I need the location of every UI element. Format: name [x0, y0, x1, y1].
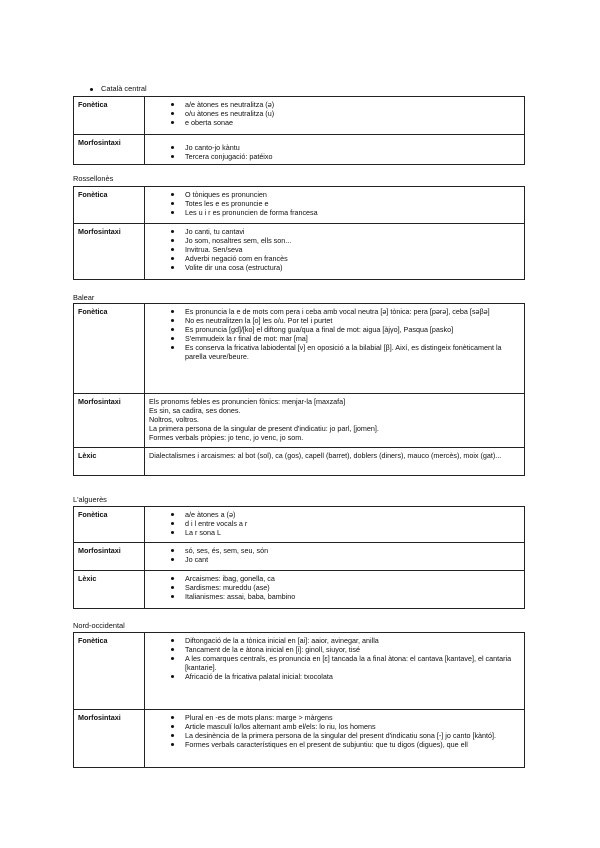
list-item: o/u àtones es neutralitza (u) — [149, 109, 520, 118]
row-content — [145, 187, 525, 224]
row-content — [145, 224, 525, 280]
list-item: Plural en -es de mots plans: marge > màrgens — [149, 713, 520, 722]
list-item: Formes verbals característiques en el present de subjuntiu: que tu digos (digues), que ell — [149, 740, 520, 749]
text-line: Els pronoms febles es pronuncien fònics: menjar-la [maxzafa] — [149, 397, 346, 406]
list-item: Article masculí lo/los alternant amb el/els: lo riu, los homens — [149, 722, 520, 731]
table-rossellones — [73, 186, 525, 280]
list-item: só, ses, és, sem, seu, són — [149, 546, 520, 555]
list-item: Es pronuncia [gd]/[ko] el diftong gua/qua a final de mot: aigua [àjγo], Pasqua [pasko] — [149, 325, 520, 334]
text-line: Es sin, sa cadira, ses dones. — [149, 406, 241, 415]
table-row — [74, 97, 525, 135]
row-content — [145, 304, 525, 394]
list-item: La r sona L — [149, 528, 520, 537]
row-content — [145, 633, 525, 710]
list-item: Jo canto-jo kàntu — [149, 143, 520, 152]
list-item: Adverbi negació com en francès — [149, 254, 520, 263]
list-item: Invitrua. Sen/seva — [149, 245, 520, 254]
section-heading: Rossellonès — [73, 174, 114, 183]
list-item: a/e àtones a (ə) — [149, 510, 520, 519]
text-line: La primera persona de la singular de present d'indicatiu: jo parl, [jomen]. — [149, 424, 379, 433]
row-content — [145, 543, 525, 571]
list-item: La desinència de la primera persona de la singular del present d'indicatiu sona [-] jo canto [kàntó]. — [149, 731, 520, 740]
list-item: Tercera conjugació: patéixo — [149, 152, 520, 161]
list-item: e oberta sonae — [149, 118, 520, 127]
list-item: Jo cant — [149, 555, 520, 564]
table-row — [74, 394, 525, 448]
section-heading: Nord-occidental — [73, 621, 125, 630]
row-content — [145, 710, 525, 768]
list-item: a/e àtones es neutralitza (ə) — [149, 100, 520, 109]
table-nord-occidental — [73, 632, 525, 768]
intro-bullet-text: Català central — [101, 84, 147, 93]
section-heading: Balear — [73, 293, 95, 302]
table-row — [74, 448, 525, 476]
list-item: Sardismes: mureddu (ase) — [149, 583, 520, 592]
list-item: Diftongació de la a tònica inicial en [ai]: aaior, avinegar, anilla — [149, 636, 520, 645]
list-item: Les u i r es pronuncien de forma francesa — [149, 208, 520, 217]
list-item: Jo som, nosaltres sem, ells son... — [149, 236, 520, 245]
table-row — [74, 135, 525, 165]
list-item: O tòniques es pronuncien — [149, 190, 520, 199]
table-row — [74, 633, 525, 710]
row-label: Morfosintaxi — [74, 543, 145, 571]
row-content — [145, 135, 525, 165]
row-content — [145, 571, 525, 609]
list-item: Volite dir una cosa (estructura) — [149, 263, 520, 272]
list-item: Totes les e es pronuncie e — [149, 199, 520, 208]
list-item: Es pronuncia la e de mots com pera i ceba amb vocal neutra [ə] tònica: pera [pərə], ceba [səβə] — [149, 307, 520, 316]
list-item: Es conserva la fricativa labiodental [v] en oposició a la bilabial [β]. Així, es distingeix fonèticament la parella veure/beure. — [149, 343, 520, 361]
row-label: Lèxic — [74, 448, 145, 476]
list-item: Jo canti, tu cantavi — [149, 227, 520, 236]
row-content — [145, 394, 525, 448]
row-content — [145, 507, 525, 543]
section-heading: L'alguerès — [73, 495, 107, 504]
table-row — [74, 187, 525, 224]
table-row — [74, 304, 525, 394]
list-item: Tancament de la e àtona inicial en [i]: ginoll, siuyor, tisé — [149, 645, 520, 654]
table-algueres — [73, 506, 525, 609]
row-label: Fonètica — [74, 507, 145, 543]
row-label: Morfosintaxi — [74, 710, 145, 768]
row-label: Morfosintaxi — [74, 224, 145, 280]
table-catala-central — [73, 96, 525, 165]
list-item: Arcaismes: ibag, gonella, ca — [149, 574, 520, 583]
text-line: Formes verbals pròpies: jo tenc, jo venc, jo som. — [149, 433, 304, 442]
row-label: Fonètica — [74, 633, 145, 710]
text-line: Dialectalismes i arcaismes: al bot (sol), ca (gos), capell (barret), doblers (diners), mauco (mercès), moix (gat)... — [149, 451, 502, 460]
row-label: Morfosintaxi — [74, 135, 145, 165]
row-label: Morfosintaxi — [74, 394, 145, 448]
text-line: Noltros, voltros. — [149, 415, 199, 424]
table-row — [74, 507, 525, 543]
list-item: S'emmudeix la r final de mot: mar [ma] — [149, 334, 520, 343]
bullet-dot — [90, 88, 93, 91]
row-label: Lèxic — [74, 571, 145, 609]
table-balear — [73, 303, 525, 476]
table-row — [74, 710, 525, 768]
table-row — [74, 543, 525, 571]
row-label: Fonètica — [74, 187, 145, 224]
row-label: Fonètica — [74, 304, 145, 394]
list-item: A les comarques centrals, es pronuncia en [ɛ] tancada la a final àtona: el cantava [kantave], el cantaria [kantarie]. — [149, 654, 520, 672]
list-item: Africació de la fricativa palatal inicial: txocolata — [149, 672, 520, 681]
intro-bullet — [90, 84, 147, 93]
row-content — [145, 97, 525, 135]
row-label: Fonètica — [74, 97, 145, 135]
row-content — [145, 448, 525, 476]
list-item: Italianismes: assai, baba, bambino — [149, 592, 520, 601]
table-row — [74, 571, 525, 609]
list-item: d i l entre vocals a r — [149, 519, 520, 528]
table-row — [74, 224, 525, 280]
list-item: No es neutralitzen la [o] les o/u. Por tel i purtet — [149, 316, 520, 325]
